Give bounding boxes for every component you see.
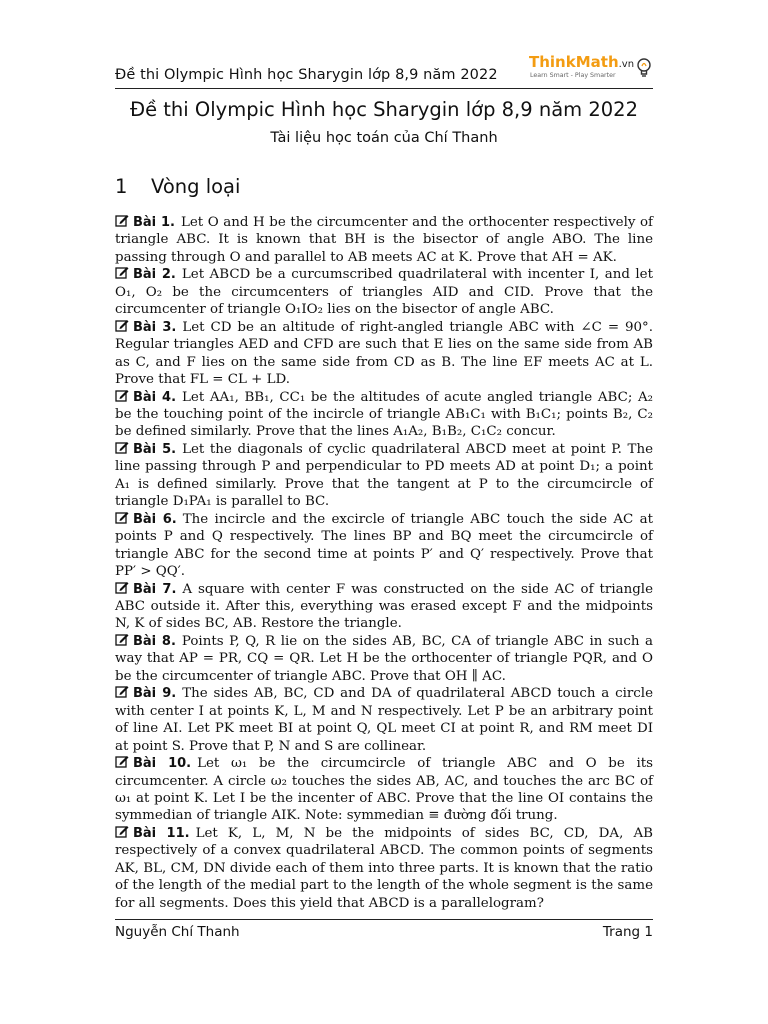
logo-tagline: Learn Smart - Play Smarter [530, 72, 616, 79]
problem-item: Bài 6. The incircle and the excircle of triangle ABC touch the side AC at points P and Q respectively. The lines BP and BQ meet the circumcircle of triangle ABC for the second time at points P′ and Q′ respectively. Prove that PP′ > QQ′. [115, 511, 653, 580]
page-number: Trang 1 [602, 924, 653, 940]
problem-item: Bài 11. Let K, L, M, N be the midpoints of sides BC, CD, DA, AB respectively of a convex quadrilateral ABCD. The common points of segments AK, BL, CM, DN divide each of them into three parts. It is known that the ratio of the length of the medial part to the length of the whole segment is the same for all segments. Does this yield that ABCD is a parallelogram? [115, 825, 653, 911]
document-subtitle: Tài liệu học toán của Chí Thanh [270, 130, 498, 146]
footer-rule [115, 919, 653, 920]
edit-icon [115, 825, 129, 838]
edit-icon [115, 214, 129, 227]
problem-item: Bài 10. Let ω₁ be the circumcircle of triangle ABC and O be its circumcenter. A circle ω₂ touches the sides AB, AC, and touches the arc BC of ω₁ at point K. Let I be the incenter of ABC. Prove that the line OI contains the symmedian of triangle AIK. Note: symmedian ≡ đường đối trung. [115, 756, 653, 824]
thinkmath-logo [529, 54, 654, 84]
edit-icon [115, 685, 129, 698]
problem-list [115, 214, 653, 912]
edit-icon [115, 511, 129, 524]
edit-icon [115, 389, 129, 402]
header-rule [115, 88, 653, 89]
problem-item: Bài 2. Let ABCD be a curcumscribed quadrilateral with incenter I, and let O₁, O₂ be the circumcenters of triangles AID and CID. Prove that the circumcenter of triangle O₁IO₂ lies on the bisector of angle ABC. [115, 267, 653, 318]
edit-icon [115, 581, 129, 594]
edit-icon [115, 441, 129, 454]
problem-item: Bài 1. Let O and H be the circumcenter and the orthocenter respectively of triangle ABC. It is known that BH is the bisector of angle ABO. The line passing through O and parallel to AB meets AC at K. Prove that AH = AK. [115, 215, 653, 265]
footer-author: Nguyễn Chí Thanh [115, 924, 240, 940]
logo-wordmark: ThinkMath.vn [529, 53, 635, 71]
problem-item: Bài 3. Let CD be an altitude of right-angled triangle ABC with ∠C = 90°. Regular triangles AED and CFD are such that E lies on the same side from AB as C, and F lies on the same side from CD as B. The line EF meets AC at L. Prove that FL = CL + LD. [115, 319, 654, 388]
section-number: 1 [115, 175, 128, 198]
lightbulb-icon [636, 57, 652, 79]
problem-item: Bài 9. The sides AB, BC, CD and DA of quadrilateral ABCD touch a circle with center I at points K, L, M and N respectively. Let P be an arbitrary point of line AI. Let PK meet BI at point Q, QL meet CI at point R, and RM meet DI at point S. Prove that P, N and S are collinear. [115, 686, 653, 754]
problem-item: Bài 7. A square with center F was constructed on the side AC of triangle ABC outside it. After this, everything was erased except F and the midpoints N, K of sides BC, AB. Restore the triangle. [115, 581, 653, 632]
edit-icon [115, 633, 129, 646]
running-header-title: Đề thi Olympic Hình học Sharygin lớp 8,9 năm 2022 [115, 67, 498, 83]
edit-icon [115, 266, 129, 279]
edit-icon [115, 755, 129, 768]
section-heading [115, 175, 240, 198]
edit-icon [115, 319, 129, 332]
problem-item: Bài 4. Let AA₁, BB₁, CC₁ be the altitudes of acute angled triangle ABC; A₂ be the touching point of the incircle of triangle AB₁C₁ with B₁C₁; points B₂, C₂ be defined similarly. Prove that the lines A₁A₂, B₁B₂, C₁C₂ concur. [115, 389, 654, 440]
document-title: Đề thi Olympic Hình học Sharygin lớp 8,9 năm 2022 [129, 98, 638, 121]
section-title: Vòng loại [151, 175, 241, 198]
problem-item: Bài 8. Points P, Q, R lie on the sides AB, BC, CA of triangle ABC in such a way that AP = PR, CQ = QR. Let H be the orthocenter of triangle PQR, and O be the circumcenter of triangle ABC. Prove that OH ∥ AC. [115, 633, 653, 684]
problem-item: Bài 5. Let the diagonals of cyclic quadrilateral ABCD meet at point P. The line passing through P and perpendicular to PD meets AD at point D₁; a point A₁ is defined similarly. Prove that the tangent at P to the circumcircle of triangle D₁PA₁ is parallel to BC. [115, 441, 653, 510]
